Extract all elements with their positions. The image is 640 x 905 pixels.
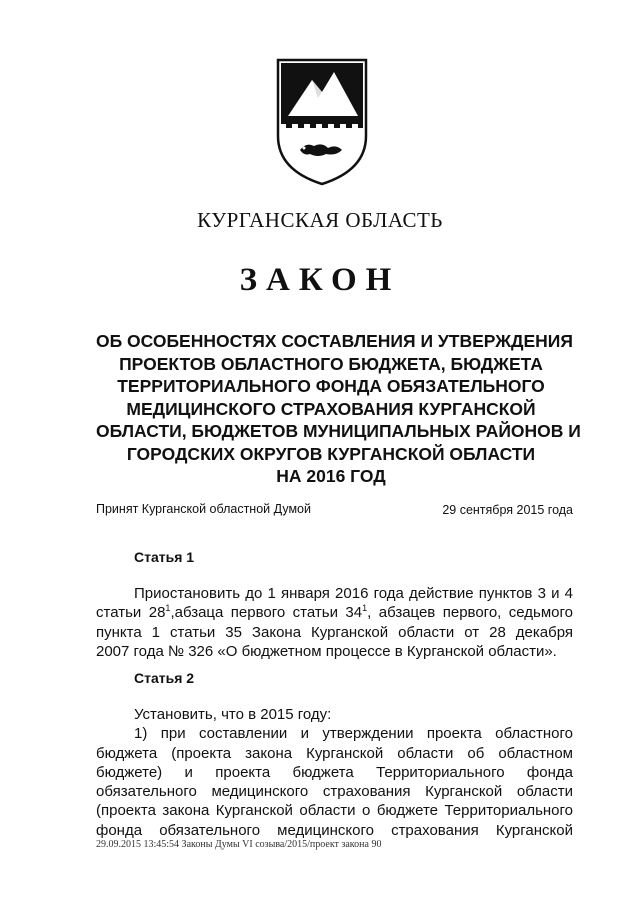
coat-of-arms-emblem — [276, 58, 368, 186]
article-1-fragment: , абзацев первого, седьмого — [367, 604, 573, 622]
region-name: КУРГАНСКАЯ ОБЛАСТЬ — [197, 208, 443, 232]
adoption-text: Принят Курганской областной Думой — [96, 502, 311, 516]
article-1-heading: Статья 1 — [134, 549, 195, 565]
article-2-line: фонда обязательного медицинского страхования Курганской — [96, 821, 573, 839]
article-1-fragment: ,абзаца первого статьи 34 — [170, 604, 363, 622]
article-1-line: Приостановить до 1 января 2016 года действие пунктов 3 и 4 — [134, 585, 573, 602]
article-1-text — [96, 584, 573, 661]
article-1-line: пункта 1 статьи 35 Закона Курганской области от 28 декабря — [96, 623, 573, 641]
article-2-line: 1) при составлении и утверждении проекта областного — [134, 725, 573, 743]
adoption-date: 29 сентября 2015 года — [442, 503, 573, 517]
title-line: ТЕРРИТОРИАЛЬНОГО ФОНДА ОБЯЗАТЕЛЬНОГО — [117, 376, 545, 396]
article-2-heading: Статья 2 — [134, 670, 195, 686]
article-1-line: 2007 года № 326 «О бюджетном процессе в Курганской области». — [96, 642, 557, 660]
law-title — [96, 330, 581, 488]
article-2-line: обязательного медицинского страхования Курганской области — [96, 783, 573, 801]
document-type: ЗАКОН — [239, 262, 401, 298]
article-2-line: бюджете) и проекта бюджета Территориального фонда — [96, 763, 573, 781]
article-2-intro: Установить, что в 2015 году: — [134, 706, 332, 723]
title-line: ОБ ОСОБЕННОСТЯХ СОСТАВЛЕНИЯ И УТВЕРЖДЕНИЯ — [96, 331, 573, 351]
document-footer: 29.09.2015 13:45:54 Законы Думы VI созыва/2015/проект закона 90 — [96, 839, 382, 850]
title-line: ГОРОДСКИХ ОКРУГОВ КУРГАНСКОЙ ОБЛАСТИ — [126, 443, 536, 464]
superscript: 1 — [165, 603, 171, 614]
article-1-fragment: статьи 28 — [96, 604, 166, 622]
article-2-line: (проекта закона Курганской области о бюджете Территориального — [96, 802, 573, 820]
article-1-line — [96, 603, 573, 622]
article-2-text — [96, 705, 573, 840]
title-line: НА 2016 ГОД — [276, 466, 386, 486]
title-line: МЕДИЦИНСКОГО СТРАХОВАНИЯ КУРГАНСКОЙ — [126, 398, 536, 419]
article-2-line: бюджета (проекта закона Курганской области об областном — [96, 744, 573, 762]
title-line: ОБЛАСТИ, БЮДЖЕТОВ МУНИЦИПАЛЬНЫХ РАЙОНОВ И — [96, 421, 581, 441]
superscript: 1 — [362, 603, 368, 614]
title-line: ПРОЕКТОВ ОБЛАСТНОГО БЮДЖЕТА, БЮДЖЕТА — [119, 353, 543, 374]
